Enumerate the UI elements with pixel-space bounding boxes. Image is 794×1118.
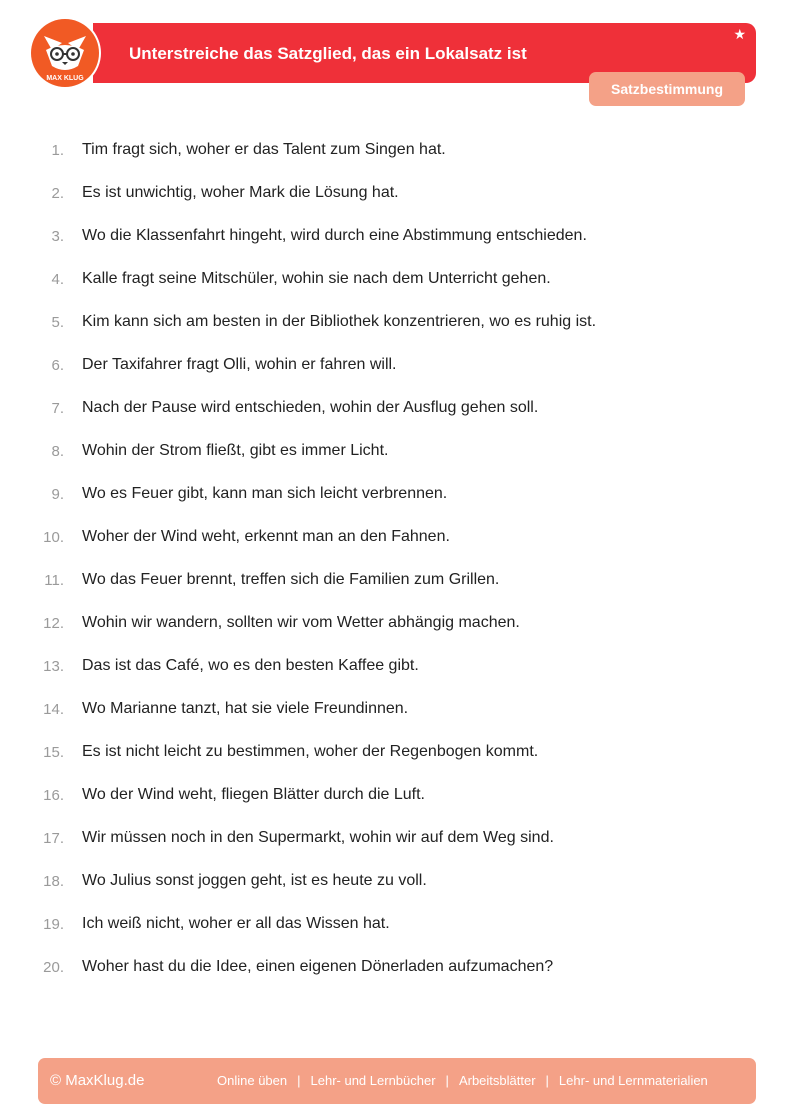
list-item bbox=[0, 860, 794, 903]
list-item bbox=[0, 172, 794, 215]
task-sentence: Tim fragt sich, woher er das Talent zum Singen hat. bbox=[82, 141, 446, 158]
task-sentence: Wohin der Strom fließt, gibt es immer Licht. bbox=[82, 442, 389, 459]
task-sentence: Es ist nicht leicht zu bestimmen, woher der Regenbogen kommt. bbox=[82, 743, 539, 760]
footer-separator: | bbox=[445, 1073, 449, 1088]
list-item bbox=[0, 387, 794, 430]
list-item bbox=[0, 301, 794, 344]
task-list bbox=[0, 129, 794, 989]
task-sentence: Kalle fragt seine Mitschüler, wohin sie nach dem Unterricht gehen. bbox=[82, 270, 551, 287]
list-item bbox=[0, 516, 794, 559]
list-item bbox=[0, 559, 794, 602]
list-item bbox=[0, 731, 794, 774]
task-sentence: Es ist unwichtig, woher Mark die Lösung hat. bbox=[82, 184, 399, 201]
task-sentence: Woher hast du die Idee, einen eigenen Dönerladen aufzumachen? bbox=[82, 958, 554, 975]
task-sentence: Ich weiß nicht, woher er all das Wissen hat. bbox=[82, 915, 390, 932]
task-number: 13. bbox=[43, 658, 64, 675]
task-sentence: Wohin wir wandern, sollten wir vom Wetter abhängig machen. bbox=[82, 614, 520, 631]
list-item bbox=[0, 774, 794, 817]
task-number: 15. bbox=[43, 744, 64, 761]
list-item bbox=[0, 344, 794, 387]
list-item bbox=[0, 215, 794, 258]
footer-separator: | bbox=[297, 1073, 301, 1088]
task-number: 8. bbox=[51, 443, 64, 460]
footer-link[interactable]: Online üben bbox=[217, 1073, 288, 1088]
star-icon: ★ bbox=[733, 26, 746, 42]
task-sentence: Woher der Wind weht, erkennt man an den Fahnen. bbox=[82, 528, 450, 545]
task-sentence: Wo Julius sonst joggen geht, ist es heute zu voll. bbox=[82, 872, 427, 889]
list-item bbox=[0, 129, 794, 172]
task-sentence: Wir müssen noch in den Supermarkt, wohin wir auf dem Weg sind. bbox=[82, 829, 554, 846]
footer-separator: | bbox=[545, 1073, 549, 1088]
task-sentence: Nach der Pause wird entschieden, wohin der Ausflug gehen soll. bbox=[82, 399, 539, 416]
task-sentence: Der Taxifahrer fragt Olli, wohin er fahren will. bbox=[82, 356, 397, 373]
list-item bbox=[0, 817, 794, 860]
task-number: 19. bbox=[43, 916, 64, 933]
list-item bbox=[0, 602, 794, 645]
task-number: 16. bbox=[43, 787, 64, 804]
footer-link[interactable]: Arbeitsblätter bbox=[458, 1073, 536, 1088]
task-number: 11. bbox=[44, 572, 64, 589]
task-sentence: Wo es Feuer gibt, kann man sich leicht verbrennen. bbox=[82, 485, 448, 502]
task-number: 10. bbox=[43, 529, 64, 546]
footer bbox=[38, 1058, 756, 1104]
task-number: 4. bbox=[51, 271, 64, 288]
page-title: Unterstreiche das Satzglied, das ein Lokalsatz ist bbox=[129, 44, 527, 63]
list-item bbox=[0, 903, 794, 946]
footer-link[interactable]: Lehr- und Lernbücher bbox=[310, 1073, 436, 1088]
task-sentence: Kim kann sich am besten in der Bibliothek konzentrieren, wo es ruhig ist. bbox=[82, 313, 597, 330]
list-item bbox=[0, 473, 794, 516]
fox-with-glasses-icon bbox=[28, 16, 102, 90]
footer-link[interactable]: Lehr- und Lernmaterialien bbox=[558, 1073, 708, 1088]
task-number: 14. bbox=[43, 701, 64, 718]
task-number: 7. bbox=[51, 400, 64, 417]
logo-text: MAX KLUG bbox=[46, 75, 84, 82]
task-number: 20. bbox=[43, 959, 64, 976]
list-item bbox=[0, 645, 794, 688]
list-item bbox=[0, 946, 794, 989]
task-number: 2. bbox=[51, 185, 64, 202]
task-sentence: Wo die Klassenfahrt hingeht, wird durch eine Abstimmung entschieden. bbox=[82, 227, 587, 244]
task-number: 6. bbox=[51, 357, 64, 374]
list-item bbox=[0, 430, 794, 473]
topic-badge: Satzbestimmung bbox=[589, 72, 745, 106]
task-number: 1. bbox=[51, 142, 64, 159]
task-sentence: Das ist das Café, wo es den besten Kaffee gibt. bbox=[82, 657, 419, 674]
task-sentence: Wo das Feuer brennt, treffen sich die Familien zum Grillen. bbox=[82, 571, 500, 588]
task-number: 9. bbox=[51, 486, 64, 503]
task-sentence: Wo der Wind weht, fliegen Blätter durch die Luft. bbox=[82, 786, 425, 803]
task-sentence: Wo Marianne tanzt, hat sie viele Freundinnen. bbox=[82, 700, 409, 717]
list-item bbox=[0, 258, 794, 301]
list-item bbox=[0, 688, 794, 731]
task-number: 12. bbox=[43, 615, 64, 632]
footer-links bbox=[217, 1073, 708, 1088]
task-number: 5. bbox=[51, 314, 64, 331]
task-number: 17. bbox=[43, 830, 64, 847]
task-number: 18. bbox=[43, 873, 64, 890]
footer-copyright: © MaxKlug.de bbox=[50, 1072, 145, 1089]
task-number: 3. bbox=[51, 228, 64, 245]
